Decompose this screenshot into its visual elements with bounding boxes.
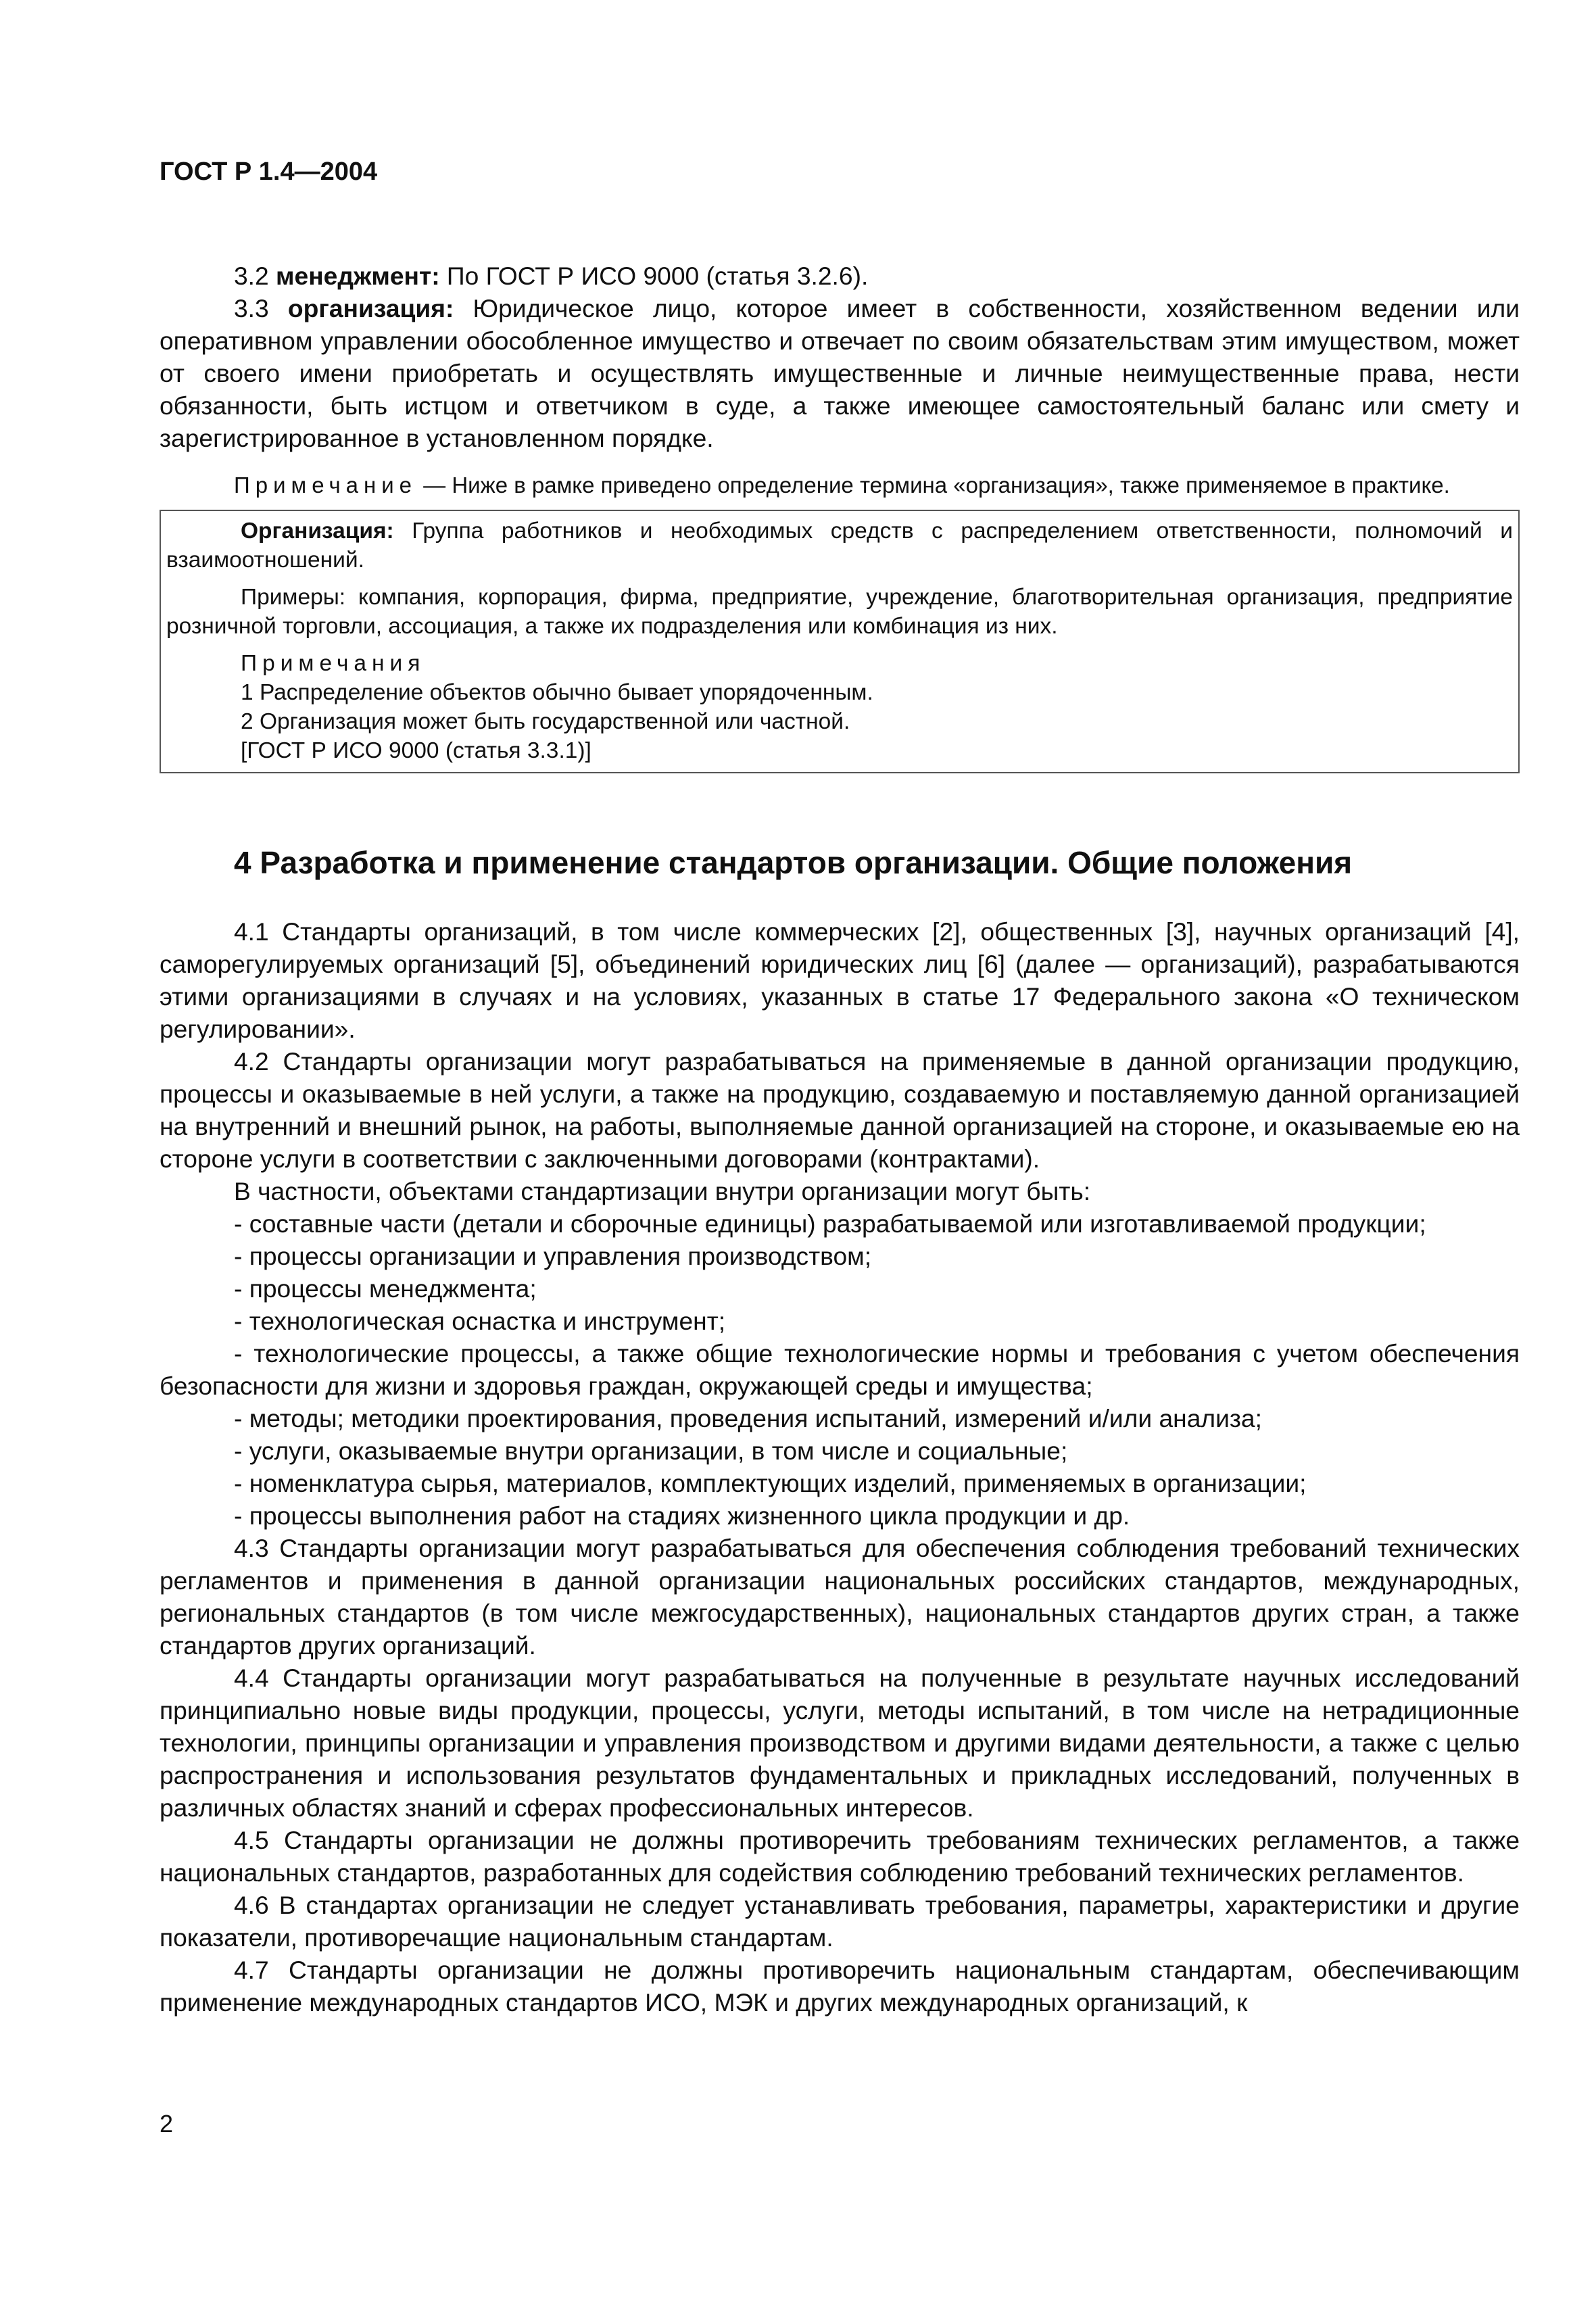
section-4-title: 4 Разработка и применение стандартов организации. Общие положения [234,845,1353,880]
box-note-2: 2 Организация может быть государственной или частной. [241,709,850,734]
clause-3-2 [160,260,1520,292]
clause-4-7: 4.7 Стандарты организации не должны противоречить национальным стандартам, обеспечивающим применение международных стандартов ИСО, МЭК и других международных организаций, к [160,1956,1520,2017]
list-item: - процессы выполнения работ на стадиях жизненного цикла продукции и др. [234,1501,1130,1530]
definition: По ГОСТ Р ИСО 9000 (статья 3.2.6). [439,262,869,290]
document-page [160,157,1520,2019]
clause-4-4: 4.4 Стандарты организации могут разрабатываться на полученные в результате научных исследований принципиально новые виды продукции, процессы, услуги, методы испытаний, в том числе на нетрадиционные технологии, принципы организации и управления производством и другими видами деятельности, а также с целью распространения и использования результатов фундаментальных и прикладных исследований, полученных в различных областях знаний и сферах профессиональных интересов. [160,1664,1520,1822]
list-item: - технологические процессы, а также общие технологические нормы и требования с учетом обеспечения безопасности для жизни и здоровья граждан, окружающей среды и имущества; [160,1339,1520,1400]
clause-4-1: 4.1 Стандарты организаций, в том числе коммерческих [2], общественных [3], научных организаций [4], саморегулируемых организаций [5], объединений юридических лиц [6] (далее — организаций), разрабатываются этими организациями в случаях и на условиях, указанных в статье 17 Федерального закона «О техническом регулировании». [160,917,1520,1043]
clause-4-2-intro: В частности, объектами стандартизации внутри организации могут быть: [234,1177,1091,1205]
clause-number: 3.2 [234,262,276,290]
term: менеджмент: [276,262,440,290]
list-item: - номенклатура сырья, материалов, комплектующих изделий, применяемых в организации; [234,1469,1307,1497]
box-term: Организация: [241,518,394,544]
box-definition [166,516,1513,575]
box-examples: Примеры: компания, корпорация, фирма, предприятие, учреждение, благотворительная организация, предприятие розничной торговли, ассоциация, а также их подразделения или комбинация из них. [166,585,1513,639]
box-note-1: 1 Распределение объектов обычно бывает упорядоченным. [241,680,873,705]
page-number: 2 [160,2110,174,2138]
list-item: - услуги, оказываемые внутри организации, в том числе и социальные; [234,1437,1068,1465]
note-label: Примечание [234,473,418,498]
list-item: - процессы организации и управления производством; [234,1242,872,1270]
clause-number: 3.3 [234,294,288,322]
list-item: - составные части (детали и сборочные единицы) разрабатываемой или изготавливаемой продукции; [234,1209,1426,1238]
term: организация: [287,294,454,322]
clause-4-2: 4.2 Стандарты организации могут разрабатываться на применяемые в данной организации продукцию, процессы и оказываемые в ней услуги, а также на продукцию, создаваемую и поставляемую данной организацией на внутренний и внешний рынок, на работы, выполняемые данной организацией на стороне, и оказываемые ею на стороне услуги в соответствии с заключенными договорами (контрактами). [160,1047,1520,1173]
definition: Юридическое лицо, которое имеет в собственности, хозяйственном ведении или оперативном управлении обособленное имущество и отвечает по своим обязательствам этим имуществом, может от своего имени приобретать и осуществлять имущественные и личные неимущественные права, нести обязанности, быть истцом и ответчиком в суде, а также имеющее самостоятельный баланс или смету и зарегистрированное в установленном порядке. [160,294,1520,452]
clause-4-3: 4.3 Стандарты организации могут разрабатываться для обеспечения соблюдения требований технических регламентов и применения в данной организации национальных российских стандартов, международных, региональных стандартов (в том числе межгосударственных), национальных стандартов других стран, а также стандартов других организаций. [160,1534,1520,1660]
clause-4-6: 4.6 В стандартах организации не следует устанавливать требования, параметры, характеристики и другие показатели, противоречащие национальным стандартам. [160,1891,1520,1952]
list-item: - технологическая оснастка и инструмент; [234,1307,726,1335]
box-def-text: Группа работников и необходимых средств с распределением ответственности, полномочий и взаимоотношений. [166,518,1513,573]
list-item: - процессы менеджмента; [234,1274,537,1303]
document-header: ГОСТ Р 1.4—2004 [160,158,378,186]
box-notes-label: Примечания [241,651,426,676]
clause-4-5: 4.5 Стандарты организации не должны противоречить требованиям технических регламентов, а также национальных стандартов, разработанных для содействия соблюдению требований технических регламентов. [160,1826,1520,1887]
definition-box [160,510,1520,773]
box-reference: [ГОСТ Р ИСО 9000 (статья 3.3.1)] [241,738,591,763]
note-text: — Ниже в рамке приведено определение термина «организация», также применяемое в практике. [417,473,1450,498]
clause-3-3 [160,292,1520,454]
note-paragraph [160,471,1520,500]
list-item: - методы; методики проектирования, проведения испытаний, измерений и/или анализа; [234,1404,1262,1432]
